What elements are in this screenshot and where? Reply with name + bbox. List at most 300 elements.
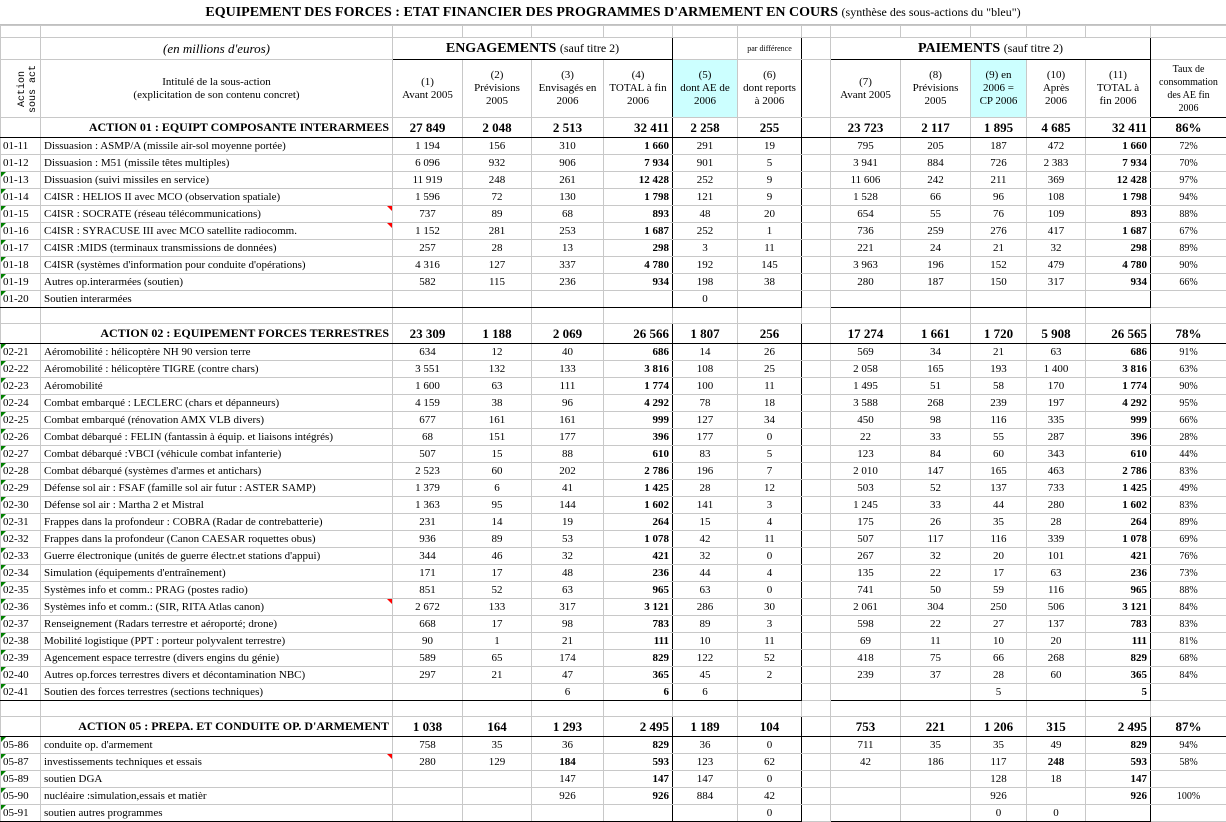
value-cell[interactable]: 1 078 [604, 531, 673, 548]
action-code-cell[interactable] [1, 754, 41, 771]
value-cell[interactable]: 58 [971, 378, 1027, 395]
sub-action-label[interactable] [41, 257, 393, 274]
value-cell[interactable]: 1 807 [673, 324, 738, 344]
value-cell[interactable]: 42 [673, 531, 738, 548]
sub-action-label[interactable] [41, 378, 393, 395]
value-cell[interactable]: 2 258 [673, 118, 738, 138]
value-cell[interactable]: 5 [738, 155, 802, 172]
value-cell[interactable]: 0 [738, 771, 802, 788]
value-cell[interactable]: 161 [532, 412, 604, 429]
value-cell[interactable] [673, 805, 738, 822]
value-cell[interactable]: 95 [463, 497, 532, 514]
consumption-rate-cell[interactable]: 73% [1151, 565, 1226, 582]
value-cell[interactable]: 6 [604, 684, 673, 701]
value-cell[interactable]: 19 [738, 138, 802, 155]
sub-action-label[interactable] [41, 291, 393, 308]
action-code-cell[interactable] [1, 395, 41, 412]
value-cell[interactable]: 121 [673, 189, 738, 206]
value-cell[interactable]: 141 [673, 497, 738, 514]
value-cell[interactable]: 4 685 [1027, 118, 1086, 138]
consumption-rate-cell[interactable]: 28% [1151, 429, 1226, 446]
value-cell[interactable]: 20 [1027, 633, 1086, 650]
value-cell[interactable]: 88 [532, 446, 604, 463]
value-cell[interactable]: 369 [1027, 172, 1086, 189]
value-cell[interactable]: 758 [393, 737, 463, 754]
action-code-cell[interactable] [1, 548, 41, 565]
sub-action-label[interactable] [41, 138, 393, 155]
value-cell[interactable]: 1 379 [393, 480, 463, 497]
value-cell[interactable]: 287 [1027, 429, 1086, 446]
value-cell[interactable]: 593 [604, 754, 673, 771]
value-cell[interactable]: 41 [532, 480, 604, 497]
value-cell[interactable]: 0 [738, 429, 802, 446]
value-cell[interactable]: 55 [901, 206, 971, 223]
value-cell[interactable]: 83 [673, 446, 738, 463]
value-cell[interactable]: 32 [1027, 240, 1086, 257]
value-cell[interactable]: 175 [831, 514, 901, 531]
value-cell[interactable]: 17 [463, 565, 532, 582]
consumption-rate-cell[interactable] [1151, 805, 1226, 822]
sub-action-label[interactable] [41, 650, 393, 667]
consumption-rate-cell[interactable]: 86% [1151, 118, 1226, 138]
value-cell[interactable]: 3 551 [393, 361, 463, 378]
value-cell[interactable]: 634 [393, 344, 463, 361]
value-cell[interactable]: 104 [738, 717, 802, 737]
value-cell[interactable]: 44 [673, 565, 738, 582]
value-cell[interactable]: 75 [901, 650, 971, 667]
action-code-cell[interactable] [1, 412, 41, 429]
value-cell[interactable]: 1 400 [1027, 361, 1086, 378]
value-cell[interactable]: 1 495 [831, 378, 901, 395]
value-cell[interactable]: 936 [393, 531, 463, 548]
value-cell[interactable]: 3 941 [831, 155, 901, 172]
action-code-cell[interactable] [1, 223, 41, 240]
action-code-cell[interactable] [1, 155, 41, 172]
value-cell[interactable]: 479 [1027, 257, 1086, 274]
action-code-cell[interactable] [1, 291, 41, 308]
value-cell[interactable]: 783 [1086, 616, 1151, 633]
value-cell[interactable]: 165 [901, 361, 971, 378]
action-code-cell[interactable] [1, 463, 41, 480]
value-cell[interactable]: 1 660 [604, 138, 673, 155]
value-cell[interactable]: 98 [532, 616, 604, 633]
value-cell[interactable]: 472 [1027, 138, 1086, 155]
value-cell[interactable]: 5 [738, 446, 802, 463]
value-cell[interactable]: 267 [831, 548, 901, 565]
value-cell[interactable]: 783 [604, 616, 673, 633]
value-cell[interactable]: 2 495 [1086, 717, 1151, 737]
value-cell[interactable]: 84 [901, 446, 971, 463]
action-code-cell[interactable] [1, 771, 41, 788]
value-cell[interactable]: 569 [831, 344, 901, 361]
value-cell[interactable]: 11 919 [393, 172, 463, 189]
value-cell[interactable]: 598 [831, 616, 901, 633]
value-cell[interactable]: 46 [463, 548, 532, 565]
value-cell[interactable] [393, 805, 463, 822]
value-cell[interactable]: 60 [971, 446, 1027, 463]
value-cell[interactable]: 236 [604, 565, 673, 582]
value-cell[interactable] [738, 291, 802, 308]
value-cell[interactable]: 343 [1027, 446, 1086, 463]
value-cell[interactable] [901, 805, 971, 822]
value-cell[interactable]: 280 [831, 274, 901, 291]
consumption-rate-cell[interactable]: 95% [1151, 395, 1226, 412]
value-cell[interactable]: 32 [532, 548, 604, 565]
value-cell[interactable]: 115 [463, 274, 532, 291]
value-cell[interactable]: 4 159 [393, 395, 463, 412]
action-code-cell[interactable] [1, 667, 41, 684]
value-cell[interactable]: 4 780 [1086, 257, 1151, 274]
value-cell[interactable]: 52 [901, 480, 971, 497]
consumption-rate-cell[interactable]: 72% [1151, 138, 1226, 155]
value-cell[interactable]: 187 [901, 274, 971, 291]
value-cell[interactable]: 3 [738, 497, 802, 514]
sub-action-label[interactable] [41, 717, 393, 737]
value-cell[interactable] [393, 684, 463, 701]
consumption-rate-cell[interactable]: 87% [1151, 717, 1226, 737]
value-cell[interactable]: 686 [1086, 344, 1151, 361]
value-cell[interactable]: 2 010 [831, 463, 901, 480]
value-cell[interactable]: 317 [532, 599, 604, 616]
consumption-rate-cell[interactable]: 76% [1151, 548, 1226, 565]
sub-action-label[interactable] [41, 754, 393, 771]
value-cell[interactable]: 50 [901, 582, 971, 599]
value-cell[interactable]: 507 [393, 446, 463, 463]
value-cell[interactable]: 111 [604, 633, 673, 650]
value-cell[interactable]: 65 [463, 650, 532, 667]
value-cell[interactable]: 177 [673, 429, 738, 446]
sub-action-label[interactable] [41, 324, 393, 344]
sub-action-label[interactable] [41, 155, 393, 172]
value-cell[interactable]: 21 [463, 667, 532, 684]
value-cell[interactable]: 884 [673, 788, 738, 805]
consumption-rate-cell[interactable]: 94% [1151, 737, 1226, 754]
value-cell[interactable]: 3 816 [604, 361, 673, 378]
value-cell[interactable]: 35 [463, 737, 532, 754]
value-cell[interactable]: 184 [532, 754, 604, 771]
value-cell[interactable]: 242 [901, 172, 971, 189]
value-cell[interactable]: 236 [1086, 565, 1151, 582]
value-cell[interactable]: 310 [532, 138, 604, 155]
value-cell[interactable]: 668 [393, 616, 463, 633]
value-cell[interactable]: 211 [971, 172, 1027, 189]
value-cell[interactable]: 337 [532, 257, 604, 274]
value-cell[interactable]: 45 [673, 667, 738, 684]
value-cell[interactable]: 117 [901, 531, 971, 548]
sub-action-label[interactable] [41, 667, 393, 684]
consumption-rate-cell[interactable]: 81% [1151, 633, 1226, 650]
action-code-cell[interactable] [1, 480, 41, 497]
value-cell[interactable] [604, 805, 673, 822]
value-cell[interactable] [1027, 788, 1086, 805]
value-cell[interactable]: 100 [673, 378, 738, 395]
consumption-rate-cell[interactable]: 88% [1151, 582, 1226, 599]
value-cell[interactable]: 829 [1086, 737, 1151, 754]
value-cell[interactable]: 2 786 [604, 463, 673, 480]
value-cell[interactable]: 2 069 [532, 324, 604, 344]
value-cell[interactable]: 248 [1027, 754, 1086, 771]
sub-action-label[interactable] [41, 463, 393, 480]
value-cell[interactable]: 51 [901, 378, 971, 395]
value-cell[interactable]: 2 061 [831, 599, 901, 616]
value-cell[interactable]: 1 596 [393, 189, 463, 206]
action-code-cell[interactable] [1, 599, 41, 616]
value-cell[interactable]: 2 523 [393, 463, 463, 480]
consumption-rate-cell[interactable]: 84% [1151, 667, 1226, 684]
value-cell[interactable]: 11 [738, 378, 802, 395]
value-cell[interactable] [1086, 291, 1151, 308]
consumption-rate-cell[interactable]: 78% [1151, 324, 1226, 344]
value-cell[interactable]: 280 [393, 754, 463, 771]
value-cell[interactable]: 26 [901, 514, 971, 531]
value-cell[interactable]: 14 [673, 344, 738, 361]
value-cell[interactable]: 1 194 [393, 138, 463, 155]
value-cell[interactable]: 589 [393, 650, 463, 667]
value-cell[interactable]: 17 274 [831, 324, 901, 344]
value-cell[interactable]: 89 [463, 531, 532, 548]
value-cell[interactable]: 1 293 [532, 717, 604, 737]
value-cell[interactable] [463, 684, 532, 701]
value-cell[interactable]: 396 [1086, 429, 1151, 446]
value-cell[interactable]: 733 [1027, 480, 1086, 497]
value-cell[interactable]: 78 [673, 395, 738, 412]
action-code-cell[interactable] [1, 274, 41, 291]
value-cell[interactable]: 1 720 [971, 324, 1027, 344]
value-cell[interactable]: 198 [673, 274, 738, 291]
value-cell[interactable] [463, 771, 532, 788]
sub-action-label[interactable] [41, 497, 393, 514]
value-cell[interactable]: 252 [673, 172, 738, 189]
action-code-cell[interactable] [1, 446, 41, 463]
value-cell[interactable]: 463 [1027, 463, 1086, 480]
consumption-rate-cell[interactable]: 83% [1151, 497, 1226, 514]
action-code-cell[interactable] [1, 257, 41, 274]
value-cell[interactable]: 677 [393, 412, 463, 429]
value-cell[interactable]: 2 786 [1086, 463, 1151, 480]
value-cell[interactable]: 317 [1027, 274, 1086, 291]
value-cell[interactable]: 829 [1086, 650, 1151, 667]
value-cell[interactable]: 89 [673, 616, 738, 633]
value-cell[interactable]: 11 [738, 633, 802, 650]
value-cell[interactable]: 156 [463, 138, 532, 155]
value-cell[interactable]: 18 [738, 395, 802, 412]
value-cell[interactable]: 6 [673, 684, 738, 701]
value-cell[interactable]: 335 [1027, 412, 1086, 429]
value-cell[interactable]: 256 [738, 324, 802, 344]
value-cell[interactable]: 25 [738, 361, 802, 378]
value-cell[interactable]: 38 [463, 395, 532, 412]
value-cell[interactable]: 60 [1027, 667, 1086, 684]
consumption-rate-cell[interactable]: 66% [1151, 412, 1226, 429]
value-cell[interactable]: 33 [901, 497, 971, 514]
value-cell[interactable]: 315 [1027, 717, 1086, 737]
value-cell[interactable]: 7 934 [604, 155, 673, 172]
value-cell[interactable]: 1 528 [831, 189, 901, 206]
value-cell[interactable]: 3 588 [831, 395, 901, 412]
action-code-cell[interactable] [1, 633, 41, 650]
value-cell[interactable]: 418 [831, 650, 901, 667]
value-cell[interactable]: 59 [971, 582, 1027, 599]
value-cell[interactable]: 63 [673, 582, 738, 599]
value-cell[interactable]: 117 [971, 754, 1027, 771]
value-cell[interactable]: 829 [604, 650, 673, 667]
value-cell[interactable]: 147 [673, 771, 738, 788]
value-cell[interactable]: 884 [901, 155, 971, 172]
value-cell[interactable]: 22 [901, 565, 971, 582]
action-code-cell[interactable] [1, 118, 41, 138]
value-cell[interactable]: 18 [1027, 771, 1086, 788]
consumption-rate-cell[interactable]: 94% [1151, 189, 1226, 206]
value-cell[interactable]: 187 [971, 138, 1027, 155]
action-code-cell[interactable] [1, 531, 41, 548]
value-cell[interactable]: 286 [673, 599, 738, 616]
consumption-rate-cell[interactable]: 90% [1151, 257, 1226, 274]
value-cell[interactable]: 40 [532, 344, 604, 361]
value-cell[interactable]: 741 [831, 582, 901, 599]
consumption-rate-cell[interactable]: 88% [1151, 206, 1226, 223]
value-cell[interactable]: 26 [738, 344, 802, 361]
value-cell[interactable]: 38 [738, 274, 802, 291]
action-code-cell[interactable] [1, 344, 41, 361]
value-cell[interactable]: 7 [738, 463, 802, 480]
value-cell[interactable]: 12 [738, 480, 802, 497]
value-cell[interactable]: 193 [971, 361, 1027, 378]
value-cell[interactable]: 34 [901, 344, 971, 361]
value-cell[interactable]: 23 309 [393, 324, 463, 344]
value-cell[interactable]: 1 774 [1086, 378, 1151, 395]
value-cell[interactable]: 4 316 [393, 257, 463, 274]
value-cell[interactable]: 248 [463, 172, 532, 189]
consumption-rate-cell[interactable]: 69% [1151, 531, 1226, 548]
value-cell[interactable]: 10 [971, 633, 1027, 650]
action-code-cell[interactable] [1, 172, 41, 189]
value-cell[interactable]: 30 [738, 599, 802, 616]
value-cell[interactable]: 261 [532, 172, 604, 189]
value-cell[interactable]: 63 [532, 582, 604, 599]
value-cell[interactable]: 186 [901, 754, 971, 771]
sub-action-label[interactable] [41, 565, 393, 582]
value-cell[interactable]: 52 [463, 582, 532, 599]
sub-action-label[interactable] [41, 223, 393, 240]
value-cell[interactable]: 28 [673, 480, 738, 497]
value-cell[interactable]: 36 [673, 737, 738, 754]
action-code-cell[interactable] [1, 650, 41, 667]
consumption-rate-cell[interactable]: 89% [1151, 514, 1226, 531]
value-cell[interactable]: 129 [463, 754, 532, 771]
value-cell[interactable]: 68 [393, 429, 463, 446]
value-cell[interactable]: 932 [463, 155, 532, 172]
value-cell[interactable]: 205 [901, 138, 971, 155]
sub-action-label[interactable] [41, 240, 393, 257]
value-cell[interactable]: 365 [1086, 667, 1151, 684]
value-cell[interactable]: 44 [971, 497, 1027, 514]
consumption-rate-cell[interactable]: 84% [1151, 599, 1226, 616]
value-cell[interactable]: 999 [1086, 412, 1151, 429]
value-cell[interactable]: 147 [604, 771, 673, 788]
value-cell[interactable]: 1 600 [393, 378, 463, 395]
value-cell[interactable]: 132 [463, 361, 532, 378]
value-cell[interactable]: 96 [971, 189, 1027, 206]
value-cell[interactable]: 32 [901, 548, 971, 565]
consumption-rate-cell[interactable]: 70% [1151, 155, 1226, 172]
value-cell[interactable] [971, 291, 1027, 308]
value-cell[interactable]: 236 [532, 274, 604, 291]
value-cell[interactable]: 507 [831, 531, 901, 548]
value-cell[interactable]: 965 [604, 582, 673, 599]
value-cell[interactable]: 1 [738, 223, 802, 240]
action-code-cell[interactable] [1, 805, 41, 822]
value-cell[interactable]: 144 [532, 497, 604, 514]
value-cell[interactable] [532, 291, 604, 308]
value-cell[interactable]: 147 [1086, 771, 1151, 788]
value-cell[interactable]: 280 [1027, 497, 1086, 514]
action-code-cell[interactable] [1, 206, 41, 223]
value-cell[interactable]: 221 [831, 240, 901, 257]
value-cell[interactable]: 17 [971, 565, 1027, 582]
value-cell[interactable]: 1 078 [1086, 531, 1151, 548]
value-cell[interactable]: 711 [831, 737, 901, 754]
action-code-cell[interactable] [1, 565, 41, 582]
value-cell[interactable] [738, 684, 802, 701]
value-cell[interactable]: 116 [971, 531, 1027, 548]
value-cell[interactable]: 96 [532, 395, 604, 412]
value-cell[interactable]: 89 [463, 206, 532, 223]
value-cell[interactable]: 506 [1027, 599, 1086, 616]
sub-action-label[interactable] [41, 771, 393, 788]
action-code-cell[interactable] [1, 189, 41, 206]
value-cell[interactable]: 6 [532, 684, 604, 701]
value-cell[interactable]: 593 [1086, 754, 1151, 771]
value-cell[interactable]: 264 [604, 514, 673, 531]
value-cell[interactable]: 6 [463, 480, 532, 497]
value-cell[interactable]: 32 411 [604, 118, 673, 138]
value-cell[interactable]: 1 152 [393, 223, 463, 240]
value-cell[interactable]: 66 [971, 650, 1027, 667]
value-cell[interactable]: 35 [901, 737, 971, 754]
sub-action-label[interactable] [41, 189, 393, 206]
value-cell[interactable]: 101 [1027, 548, 1086, 565]
value-cell[interactable]: 257 [393, 240, 463, 257]
value-cell[interactable]: 147 [532, 771, 604, 788]
sub-action-label[interactable] [41, 514, 393, 531]
value-cell[interactable]: 116 [1027, 582, 1086, 599]
value-cell[interactable]: 5 [1086, 684, 1151, 701]
value-cell[interactable]: 69 [831, 633, 901, 650]
value-cell[interactable]: 9 [738, 172, 802, 189]
value-cell[interactable]: 0 [738, 548, 802, 565]
sub-action-label[interactable] [41, 206, 393, 223]
value-cell[interactable] [831, 788, 901, 805]
value-cell[interactable]: 161 [463, 412, 532, 429]
value-cell[interactable]: 7 934 [1086, 155, 1151, 172]
value-cell[interactable]: 23 723 [831, 118, 901, 138]
value-cell[interactable]: 26 566 [604, 324, 673, 344]
sub-action-label[interactable] [41, 361, 393, 378]
value-cell[interactable]: 3 816 [1086, 361, 1151, 378]
consumption-rate-cell[interactable]: 83% [1151, 463, 1226, 480]
value-cell[interactable]: 130 [532, 189, 604, 206]
sub-action-label[interactable] [41, 737, 393, 754]
value-cell[interactable]: 2 383 [1027, 155, 1086, 172]
value-cell[interactable]: 1 798 [1086, 189, 1151, 206]
value-cell[interactable]: 6 096 [393, 155, 463, 172]
value-cell[interactable]: 116 [971, 412, 1027, 429]
value-cell[interactable]: 27 849 [393, 118, 463, 138]
sub-action-label[interactable] [41, 599, 393, 616]
value-cell[interactable]: 421 [604, 548, 673, 565]
value-cell[interactable]: 128 [971, 771, 1027, 788]
value-cell[interactable]: 1 425 [604, 480, 673, 497]
